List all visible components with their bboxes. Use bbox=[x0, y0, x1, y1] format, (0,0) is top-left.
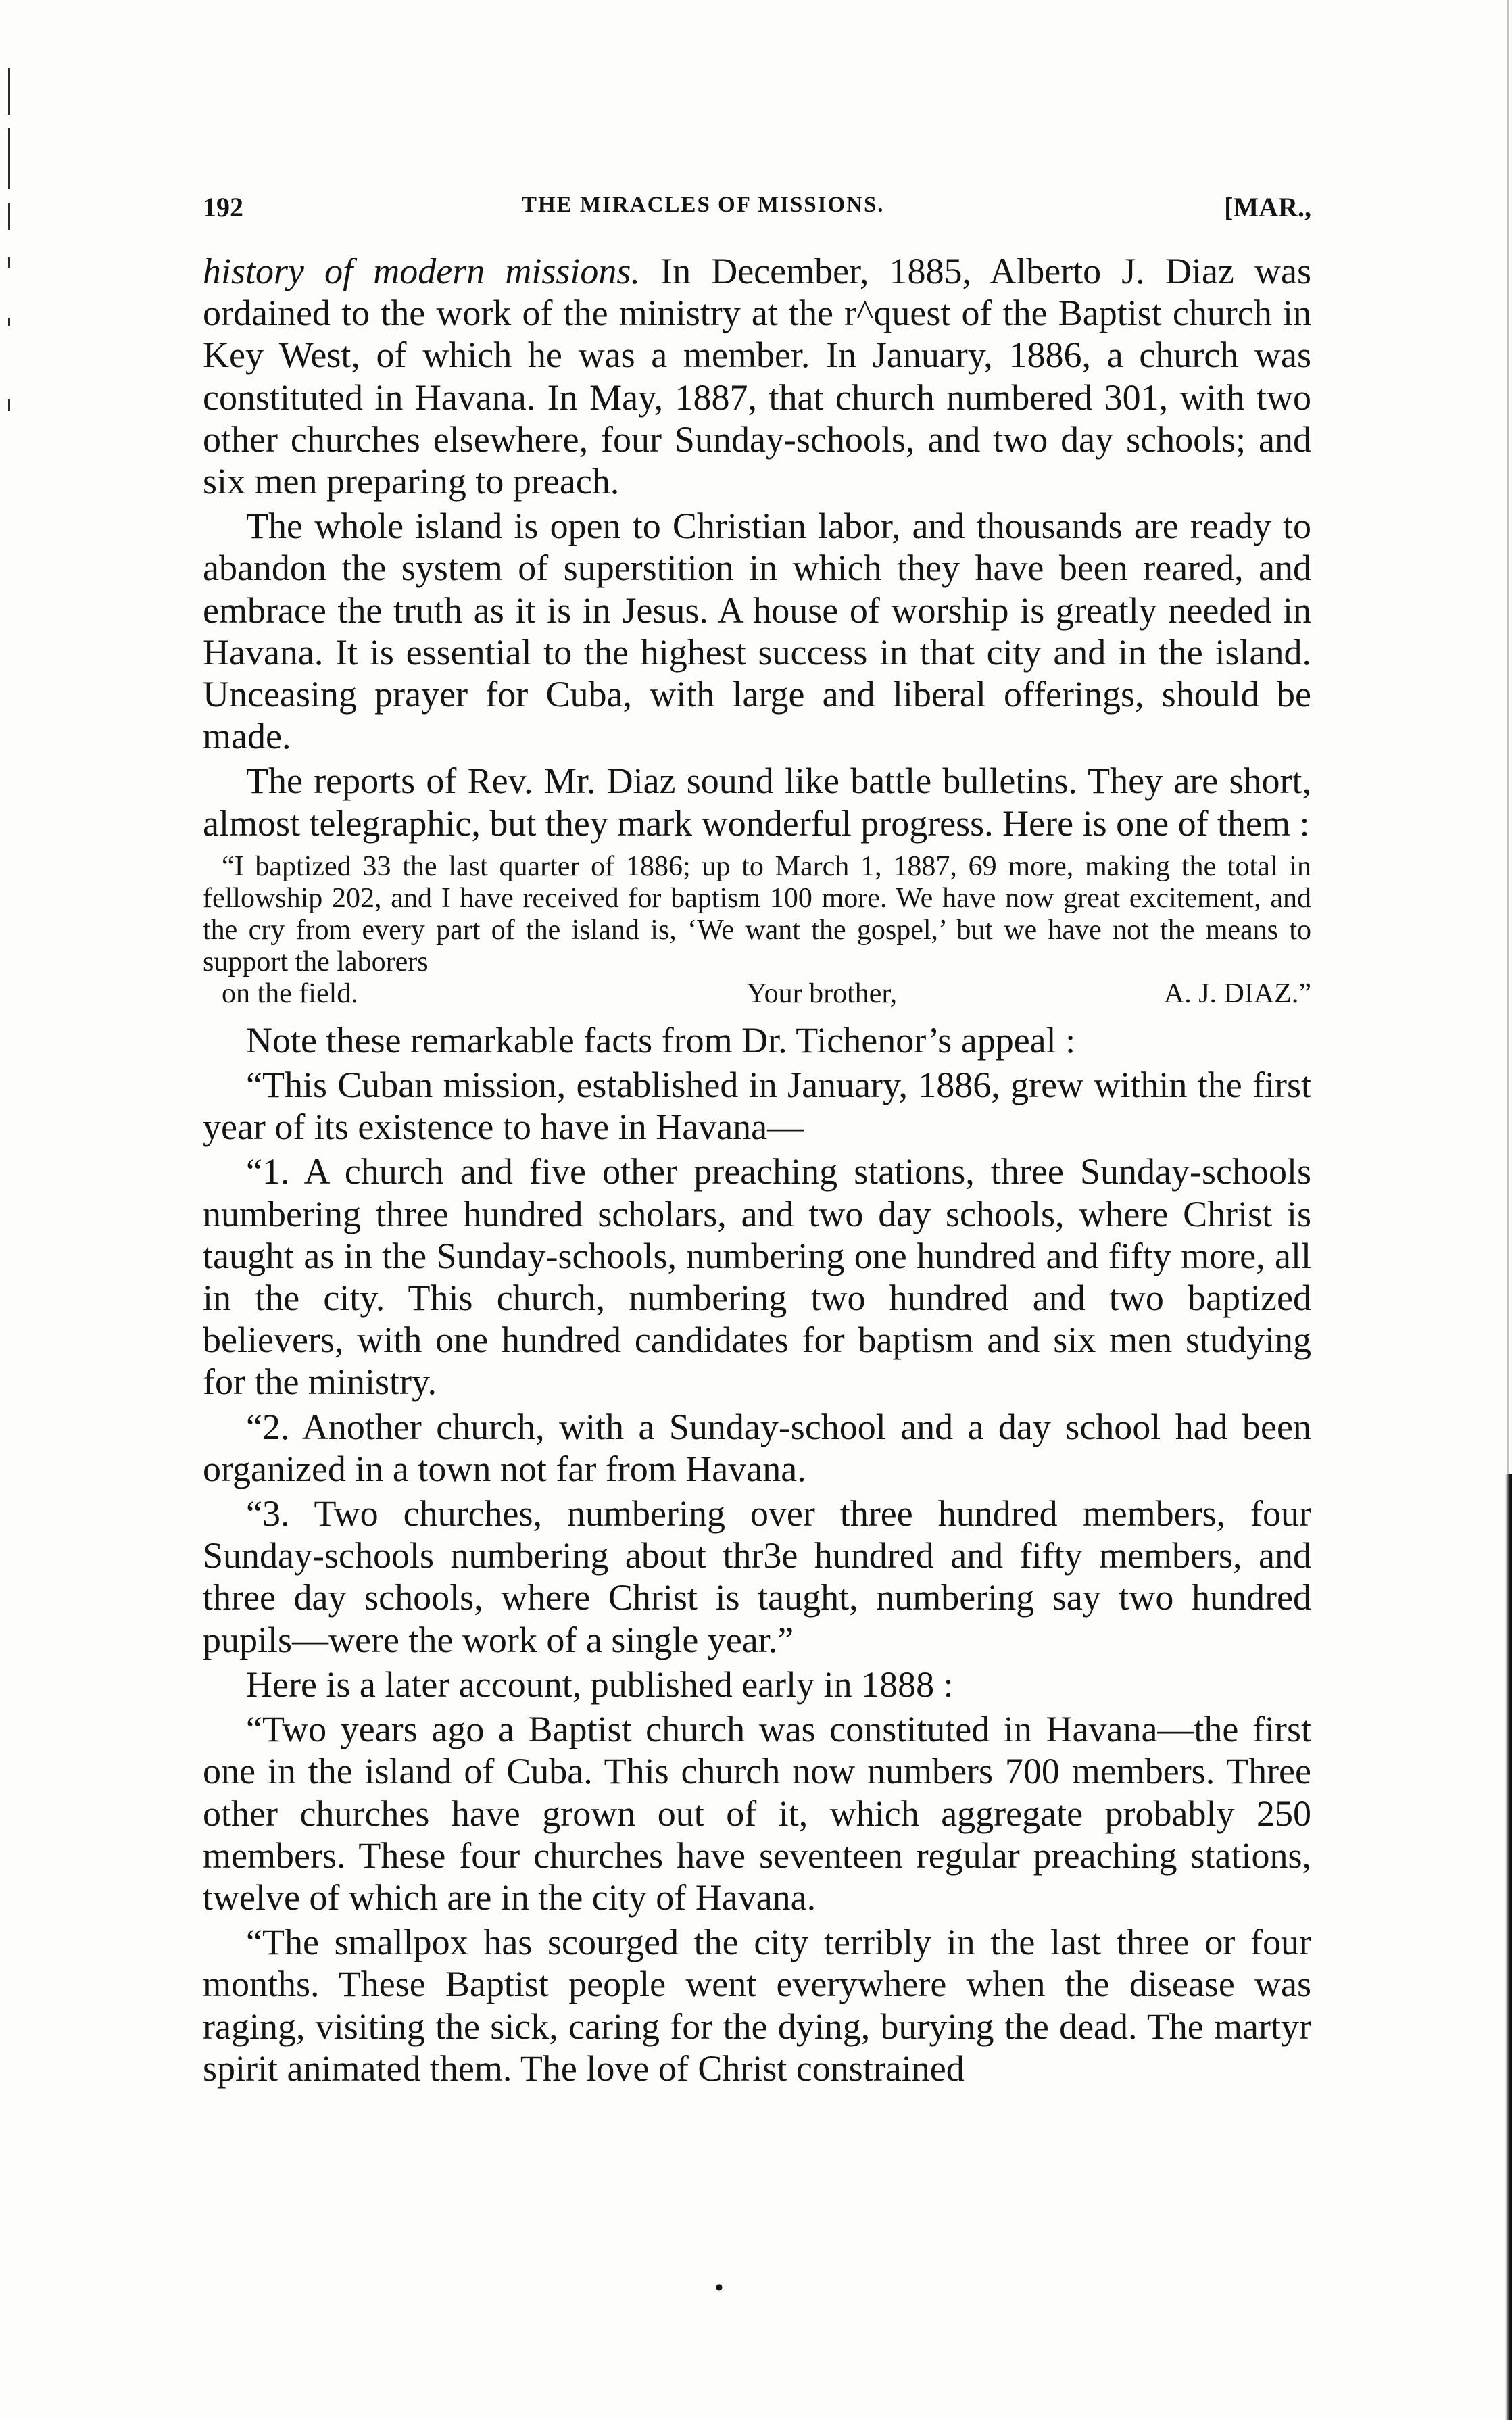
running-header bbox=[203, 191, 1311, 232]
paragraph: Note these remarkable facts from Dr. Tichenor’s appeal : bbox=[246, 1019, 1076, 1061]
block-quote bbox=[203, 851, 1311, 1010]
binding-speck bbox=[8, 318, 10, 326]
paragraph-text: In December, 1885, Alberto J. Diaz was ordained to the work of the ministry at the r^quest of the Baptist church in Key West, of which he was a member. In January, 1886, a church was constituted in Havana. In May, 1887, that church numbered 301, with two other churches elsewhere, four Sunday-schools, and two day schools; and six men preparing to preach. bbox=[203, 251, 1311, 502]
paragraph: The reports of Rev. Mr. Diaz sound like battle bulletins. They are short, almost telegraphic, but they mark wonderful progress. Here is one of them : bbox=[203, 760, 1311, 844]
paragraph: The whole island is open to Christian labor, and thousands are ready to abandon the system of superstition in which they have been reared, and embrace the truth as it is in Jesus. A house of worship is greatly needed in Havana. It is essential to the highest success in that city and in the island. Unceasing prayer for Cuba, with large and liberal offerings, should be made. bbox=[203, 506, 1311, 757]
binding-speck bbox=[8, 257, 10, 268]
paragraph: Here is a later account, published early in 1888 : bbox=[246, 1664, 954, 1705]
paragraph: “The smallpox has scourged the city terribly in the last three or four months. These Baptist people went everywhere when the disease was raging, visiting the sick, caring for the dying, burying the dead. The martyr spirit animated them. The love of Christ constrained bbox=[203, 1922, 1311, 2089]
quote-signature-line bbox=[203, 978, 1311, 1010]
binding-speck bbox=[8, 128, 10, 189]
page-body bbox=[203, 250, 1311, 2092]
quote-closing: Your brother, bbox=[746, 977, 898, 1009]
paragraph bbox=[203, 250, 1311, 502]
header-month: [MAR., bbox=[1224, 192, 1311, 222]
paragraph: “Two years ago a Baptist church was constituted in Havana—the first one in the island of Cuba. This church now numbers 700 members. Three other churches have grown out of it, which aggregate probably 250 members. These four churches have seventeen regular preaching stations, twelve of which are in the city of Havana. bbox=[203, 1709, 1311, 1918]
paragraph: “This Cuban mission, established in January, 1886, grew within the first year of its existence to have in Havana— bbox=[203, 1065, 1311, 1148]
quote-text: “I baptized 33 the last quarter of 1886; up to March 1, 1887, 69 more, making the total in fellowship 202, and I have received for baptism 100 more. We have now great excitement, and the cry from every part of the island is, ‘We want the gospel,’ but we have not the means to support the laborers bbox=[203, 850, 1311, 977]
binding-speck bbox=[8, 399, 10, 411]
quote-signature: A. J. DIAZ.” bbox=[1163, 977, 1311, 1009]
paragraph: “1. A church and five other preaching stations, three Sunday-schools numbering three hundred scholars, and two day schools, where Christ is taught as in the Sunday-schools, numbering one hundred and fifty more, all in the city. This church, numbering two hundred and two baptized believers, with one hundred candidates for baptism and six men studying for the ministry. bbox=[203, 1151, 1311, 1403]
page-edge-shadow bbox=[1507, 0, 1509, 1474]
paragraph: “3. Two churches, numbering over three hundred members, four Sunday-schools numbering about thr3e hundred and fifty members, and three day schools, where Christ is taught, numbering say two hundred pupils—were the work of a single year.” bbox=[203, 1493, 1311, 1660]
paragraph: “2. Another church, with a Sunday-school and a day school had been organized in a town not far from Havana. bbox=[203, 1406, 1311, 1489]
page-edge-shadow bbox=[1505, 1474, 1512, 2420]
quote-last-words: on the field. bbox=[222, 977, 358, 1009]
signature-mark: • bbox=[715, 2275, 723, 2300]
page-number: 192 bbox=[203, 192, 243, 222]
running-title: THE MIRACLES OF MISSIONS. bbox=[522, 193, 885, 217]
binding-speck bbox=[8, 203, 10, 230]
italic-phrase: history of modern missions. bbox=[203, 251, 640, 291]
binding-speck bbox=[8, 68, 10, 115]
